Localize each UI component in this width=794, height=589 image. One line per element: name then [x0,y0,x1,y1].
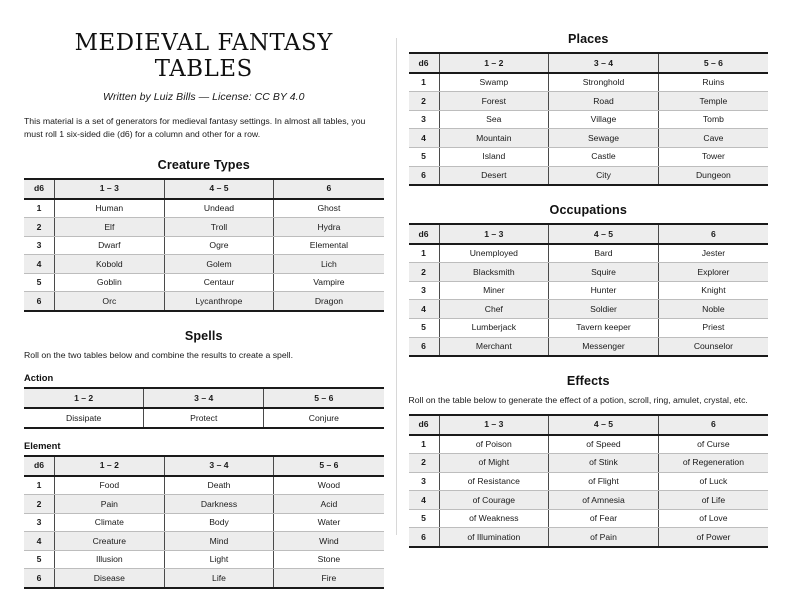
table-header-row [24,388,384,408]
table-row [409,528,769,547]
table-cell: Merchant [439,337,549,356]
column-header: 4 – 5 [549,415,659,435]
table-cell: Counselor [658,337,768,356]
table-cell: Lich [274,255,384,274]
row-die-number: 4 [409,300,440,319]
table-cell: Centaur [164,273,274,292]
table-spells-element [24,455,384,589]
table-cell: Dissipate [24,408,144,428]
column-header: 1 – 2 [439,53,549,73]
column-header: 1 – 3 [439,415,549,435]
row-die-number: 5 [409,509,440,528]
table-cell: Mind [164,532,274,551]
table-cell: Golem [164,255,274,274]
row-die-number: 5 [409,319,440,338]
table-cell: Explorer [658,263,768,282]
row-die-number: 1 [409,435,440,454]
row-die-number: 3 [409,472,440,491]
table-cell: Tavern keeper [549,319,659,338]
section-heading-effects: Effects [566,374,610,389]
table-cell: Death [164,476,274,495]
table-row [409,92,769,111]
intro-paragraph: This material is a set of generators for medieval fantasy settings. In almost all tables, you must roll 1 six-sided die (d6) for a column and other for a row. [24,115,366,139]
table-cell: Acid [274,495,384,514]
table-cell: Troll [164,218,274,237]
column-header: 6 [658,415,768,435]
table-cell: Hydra [274,218,384,237]
table-cell: Food [55,476,165,495]
section-heading-places: Places [567,32,609,46]
table-cell: Disease [55,569,165,588]
table-cell: Mountain [439,129,549,148]
table-cell: Hunter [549,281,659,300]
row-die-number: 3 [24,236,55,255]
table-row [409,147,769,166]
table-cell: Kobold [55,255,165,274]
table-row [24,218,384,237]
column-header: 3 – 4 [549,53,659,73]
column-header: d6 [409,224,440,244]
row-die-number: 4 [409,129,440,148]
table-cell: Vampire [274,273,384,292]
table-row [409,300,769,319]
table-cell: Elemental [274,236,384,255]
row-die-number: 2 [409,454,440,473]
table-row [24,273,384,292]
table-cell: Lumberjack [439,319,549,338]
table-cell: Squire [549,263,659,282]
table-cell: Stone [274,550,384,569]
table-cell: Blacksmith [439,263,549,282]
table-cell: Temple [658,92,768,111]
row-die-number: 4 [24,255,55,274]
table-cell: Tomb [658,110,768,129]
table-cell: of Fear [549,509,659,528]
row-die-number: 2 [24,495,55,514]
table-row [24,476,384,495]
row-die-number: 5 [409,147,440,166]
table-row [409,454,769,473]
table-cell: Orc [55,292,165,311]
table-cell: Elf [55,218,165,237]
column-header: 1 – 2 [55,456,165,476]
column-divider [396,38,397,535]
table-cell: Soldier [549,300,659,319]
row-die-number: 6 [409,528,440,547]
column-header: 1 – 2 [24,388,144,408]
table-header-row [409,224,769,244]
table-cell: of Poison [439,435,549,454]
column-header: 6 [274,179,384,199]
table-cell: Road [549,92,659,111]
table-cell: of Love [658,509,768,528]
table-cell: Dungeon [658,166,768,185]
row-die-number: 1 [24,199,55,218]
spells-lede: Roll on the two tables below and combine the results to create a spell. [24,349,293,360]
page-title: MEDIEVAL FANTASY TABLES [74,28,333,82]
table-cell: Climate [55,513,165,532]
table-occupations [409,223,769,357]
table-cell: Creature [55,532,165,551]
page-subtitle: Written by Luiz Bills — License: CC BY 4.0 [103,90,305,103]
row-die-number: 4 [409,491,440,510]
table-cell: Cave [658,129,768,148]
effects-lede: Roll on the table below to generate the effect of a potion, scroll, ring, amulet, crystal, etc. [408,395,748,406]
table-places [409,52,769,186]
column-header: d6 [409,53,440,73]
table-cell: Ruins [658,73,768,92]
row-die-number: 3 [24,513,55,532]
table-row [24,569,384,588]
row-die-number: 2 [409,263,440,282]
section-heading-spells: Spells [184,328,223,343]
table-cell: Undead [164,199,274,218]
table-cell: of Resistance [439,472,549,491]
section-heading-creature-types: Creature Types [157,157,250,172]
table-cell: Goblin [55,273,165,292]
table-row [409,319,769,338]
table-row [409,472,769,491]
table-cell: Noble [658,300,768,319]
table-cell: Jester [658,244,768,263]
table-row [409,110,769,129]
table-row [409,509,769,528]
table-cell: Protect [144,408,264,428]
table-row [24,495,384,514]
table-header-row [409,53,769,73]
table-cell: of Might [439,454,549,473]
table-cell: Knight [658,281,768,300]
column-header: 1 – 3 [439,224,549,244]
table-cell: Darkness [164,495,274,514]
table-cell: Miner [439,281,549,300]
table-row [24,513,384,532]
table-cell: Desert [439,166,549,185]
table-header-row [24,179,384,199]
column-header: d6 [24,456,55,476]
column-header: 5 – 6 [264,388,384,408]
column-header: 5 – 6 [658,53,768,73]
table-row [24,408,384,428]
table-row [409,244,769,263]
table-cell: Ogre [164,236,274,255]
table-cell: Lycanthrope [164,292,274,311]
table-row [24,236,384,255]
left-column [24,22,384,583]
table-cell: of Luck [658,472,768,491]
table-cell: of Weakness [439,509,549,528]
table-cell: Light [164,550,274,569]
table-row [24,292,384,311]
column-header: 1 – 3 [55,179,165,199]
table-cell: Water [274,513,384,532]
table-cell: of Illumination [439,528,549,547]
column-header: d6 [24,179,55,199]
table-cell: Swamp [439,73,549,92]
table-row [409,337,769,356]
table-cell: Priest [658,319,768,338]
table-cell: Tower [658,147,768,166]
row-die-number: 6 [24,292,55,311]
table-cell: Illusion [55,550,165,569]
table-cell: Life [164,569,274,588]
table-header-row [409,415,769,435]
row-die-number: 5 [24,550,55,569]
table-cell: Chef [439,300,549,319]
table-cell: of Power [658,528,768,547]
table-row [409,129,769,148]
table-row [409,166,769,185]
table-cell: Messenger [549,337,659,356]
table-cell: Castle [549,147,659,166]
table-cell: of Regeneration [658,454,768,473]
table-cell: of Pain [549,528,659,547]
table-creature-types [24,178,384,312]
row-die-number: 1 [409,73,440,92]
table-cell: City [549,166,659,185]
table-cell: Village [549,110,659,129]
section-heading-occupations: Occupations [549,203,627,218]
right-column [409,22,769,542]
column-header: d6 [409,415,440,435]
column-header: 3 – 4 [144,388,264,408]
table-cell: Island [439,147,549,166]
table-cell: Forest [439,92,549,111]
table-cell: of Stink [549,454,659,473]
table-cell: Sewage [549,129,659,148]
table-cell: Bard [549,244,659,263]
column-header: 4 – 5 [164,179,274,199]
column-header: 3 – 4 [164,456,274,476]
table-cell: Pain [55,495,165,514]
table-cell: of Life [658,491,768,510]
table-cell: Fire [274,569,384,588]
table-row [409,491,769,510]
table-cell: Body [164,513,274,532]
table-row [24,550,384,569]
table-cell: of Curse [658,435,768,454]
table-cell: Conjure [264,408,384,428]
row-die-number: 1 [409,244,440,263]
table-cell: Wind [274,532,384,551]
row-die-number: 6 [409,166,440,185]
row-die-number: 3 [409,281,440,300]
table-cell: Ghost [274,199,384,218]
table-header-row [24,456,384,476]
table-row [409,281,769,300]
table-cell: Dragon [274,292,384,311]
row-die-number: 3 [409,110,440,129]
table-row [409,263,769,282]
sub-heading-action: Action [24,372,54,384]
column-header: 5 – 6 [274,456,384,476]
table-cell: of Flight [549,472,659,491]
table-cell: of Courage [439,491,549,510]
table-cell: Sea [439,110,549,129]
table-cell: Wood [274,476,384,495]
row-die-number: 6 [409,337,440,356]
table-spells-action [24,387,384,428]
column-header: 4 – 5 [549,224,659,244]
row-die-number: 2 [24,218,55,237]
table-row [24,199,384,218]
table-cell: Dwarf [55,236,165,255]
table-cell: Unemployed [439,244,549,263]
row-die-number: 4 [24,532,55,551]
table-cell: of Speed [549,435,659,454]
table-cell: Human [55,199,165,218]
table-row [24,532,384,551]
table-cell: Stronghold [549,73,659,92]
table-effects [409,414,769,548]
sub-heading-element: Element [24,439,61,451]
column-header: 6 [658,224,768,244]
table-row [24,255,384,274]
row-die-number: 6 [24,569,55,588]
table-row [409,435,769,454]
table-row [409,73,769,92]
row-die-number: 2 [409,92,440,111]
row-die-number: 1 [24,476,55,495]
table-cell: of Amnesia [549,491,659,510]
row-die-number: 5 [24,273,55,292]
